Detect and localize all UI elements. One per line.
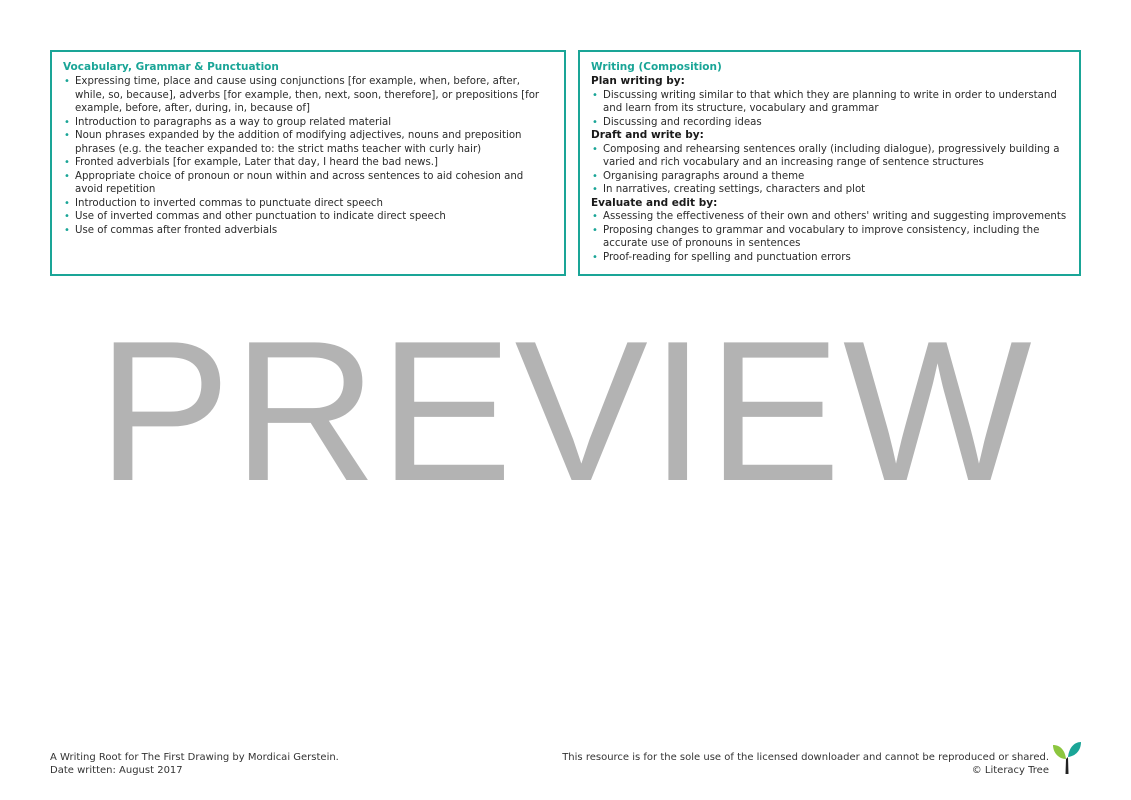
list-item <box>591 143 1068 170</box>
bullet-icon: • <box>592 184 598 195</box>
list-item-text: Organising paragraphs around a theme <box>603 170 805 182</box>
list-item <box>591 210 1068 224</box>
composition-sections <box>591 75 1068 264</box>
list-item-text: Appropriate choice of pronoun or noun within and across sentences to aid cohesion and avoid repetition <box>75 170 524 195</box>
list-item <box>591 224 1068 251</box>
bullet-icon: • <box>592 89 598 101</box>
panel-title: Writing (Composition) <box>591 61 722 73</box>
bullet-icon: • <box>64 76 70 87</box>
list-item <box>591 251 1068 265</box>
list-item-text: Use of commas after fronted adverbials <box>75 224 278 236</box>
bullet-icon: • <box>64 224 70 236</box>
bullet-icon: • <box>592 211 598 222</box>
list-item <box>63 197 553 211</box>
bullet-icon: • <box>592 116 598 128</box>
list-item-text: Fronted adverbials [for example, Later that day, I heard the bad news.] <box>75 157 439 168</box>
section-heading: Evaluate and edit by: <box>591 196 718 209</box>
literacy-tree-logo-icon <box>1051 739 1083 775</box>
list-item-text: Composing and rehearsing sentences orally (including dialogue), progressively building a varied and rich vocabulary and an increasing range of sentence structures <box>603 143 1060 168</box>
list-item <box>591 170 1068 184</box>
footer-credits <box>50 751 339 777</box>
list-item <box>63 156 553 170</box>
footer-date-line: Date written: August 2017 <box>50 765 183 776</box>
list-item-text: Introduction to paragraphs as a way to group related material <box>75 116 392 128</box>
bullet-icon: • <box>592 251 598 263</box>
list-item <box>63 129 553 156</box>
panel-title: Vocabulary, Grammar & Punctuation <box>63 61 279 73</box>
list-item <box>63 210 553 224</box>
list-item <box>63 170 553 197</box>
writing-composition-panel <box>578 50 1081 276</box>
list-item-text: In narratives, creating settings, characters and plot <box>603 184 866 195</box>
list-item-text: Noun phrases expanded by the addition of modifying adjectives, nouns and preposition phrases (e.g. the teacher expanded to: the strict maths teacher with curly hair) <box>75 130 522 155</box>
bullet-icon: • <box>592 143 598 155</box>
list-item-text: Proof-reading for spelling and punctuation errors <box>603 251 851 263</box>
list-item <box>63 224 553 238</box>
list-item <box>591 116 1068 130</box>
bullet-icon: • <box>592 224 598 236</box>
section-list <box>591 210 1068 264</box>
bullet-icon: • <box>64 211 70 222</box>
list-item <box>591 89 1068 116</box>
list-item-text: Discussing and recording ideas <box>603 116 762 128</box>
preview-watermark: PREVIEW <box>97 300 1034 523</box>
list-item-text: Expressing time, place and cause using conjunctions [for example, when, before, after, while, so, because], adverbs [for example, then, next, soon, therefore], or prepositions [for example, before, after, during, in, because of] <box>75 76 540 114</box>
section-list <box>591 89 1068 130</box>
copyright-line: © Literacy Tree <box>971 765 1049 776</box>
footer-title-line: A Writing Root for The First Drawing by Mordicai Gerstein. <box>50 752 339 763</box>
list-item-text: Introduction to inverted commas to punctuate direct speech <box>75 197 383 209</box>
list-item-text: Discussing writing similar to that which they are planning to write in order to understand and learn from its structure, vocabulary and grammar <box>603 89 1057 114</box>
list-item-text: Use of inverted commas and other punctuation to indicate direct speech <box>75 211 446 222</box>
bullet-icon: • <box>64 197 70 209</box>
bullet-icon: • <box>64 116 70 128</box>
license-notice: This resource is for the sole use of the licensed downloader and cannot be reproduced or shared. <box>562 752 1049 763</box>
vocabulary-grammar-panel <box>50 50 566 276</box>
vocabulary-list <box>63 75 553 237</box>
list-item <box>591 183 1068 197</box>
footer-copyright <box>562 751 1049 777</box>
list-item-text: Assessing the effectiveness of their own and others' writing and suggesting improvements <box>603 211 1067 222</box>
list-item-text: Proposing changes to grammar and vocabulary to improve consistency, including the accurate use of pronouns in sentences <box>603 224 1040 249</box>
section-list <box>591 143 1068 197</box>
section-heading: Draft and write by: <box>591 129 704 141</box>
bullet-icon: • <box>64 130 70 141</box>
bullet-icon: • <box>592 170 598 182</box>
list-item <box>63 116 553 130</box>
section-heading: Plan writing by: <box>591 75 685 87</box>
list-item <box>63 75 553 116</box>
bullet-icon: • <box>64 157 70 168</box>
bullet-icon: • <box>64 170 70 182</box>
